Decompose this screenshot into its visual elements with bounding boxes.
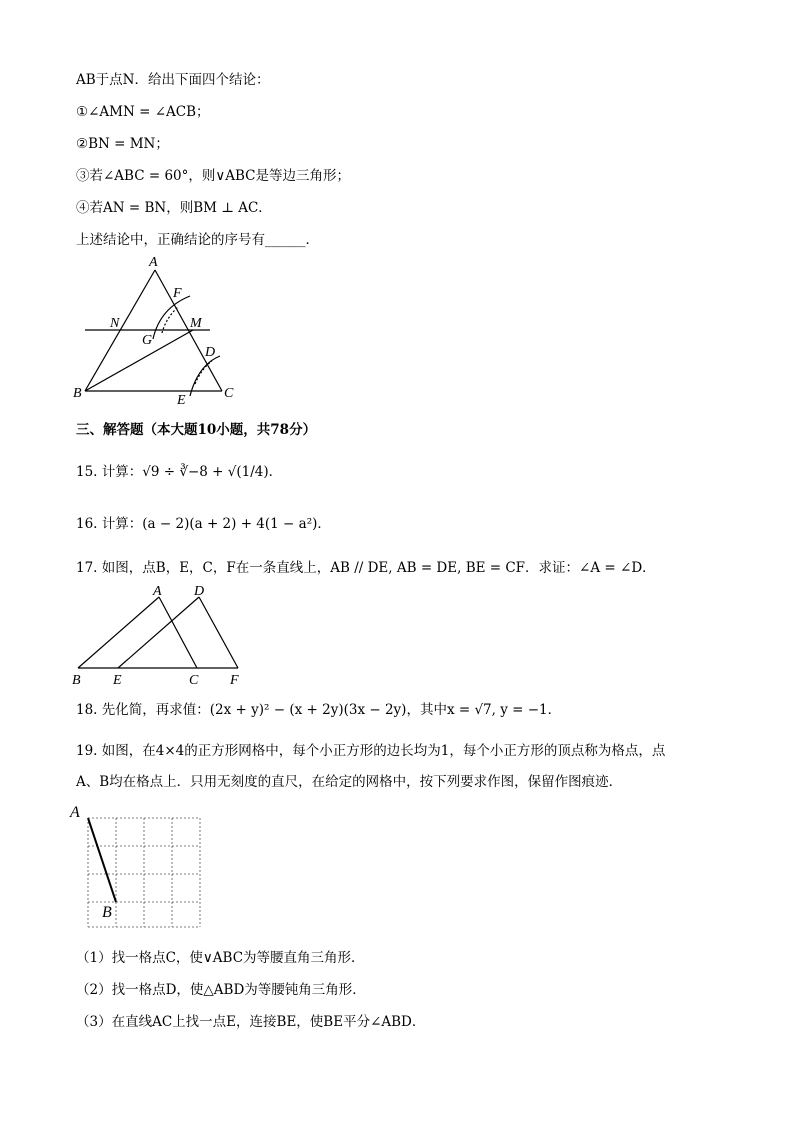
segment-ab xyxy=(78,597,159,668)
question-line xyxy=(76,228,319,248)
figure-grid xyxy=(68,800,208,930)
segment-ab xyxy=(88,818,116,902)
question-text: 上述结论中，正确结论的序号有 xyxy=(76,232,265,248)
arc-fg xyxy=(153,296,190,339)
q17-text: 如图，点B，E，C，F在一条直线上，AB // DE, AB = DE, BE = CF．求证：∠A = ∠D． xyxy=(101,560,656,576)
label-e: E xyxy=(113,673,122,688)
question-18 xyxy=(76,698,561,718)
q18-number: 18. xyxy=(76,702,98,718)
question-16 xyxy=(76,512,331,532)
answer-blank: ______． xyxy=(265,232,319,248)
label-c: C xyxy=(224,386,234,401)
arc-de xyxy=(190,356,220,396)
label-c: C xyxy=(189,673,199,688)
conclusion-4: ④若AN = BN，则BM ⊥ AC． xyxy=(76,200,272,216)
question-17 xyxy=(76,556,656,576)
segment-bm xyxy=(85,330,193,391)
q19-sub2: （2）找一格点D，使△ABD为等腰钝角三角形． xyxy=(76,982,366,998)
conclusion-1: ①∠AMN = ∠ACB； xyxy=(76,104,210,120)
label-b: B xyxy=(72,673,81,688)
segment-df xyxy=(199,597,238,668)
figure-two-triangles xyxy=(66,582,256,688)
q19-sub3: （3）在直线AC上找一点E，连接BE，使BE平分∠ABD． xyxy=(76,1014,426,1030)
q19-number: 19. xyxy=(76,743,98,759)
question-19-line1 xyxy=(76,739,665,759)
arc-fg-dotted xyxy=(162,307,178,333)
q17-number: 17. xyxy=(76,560,98,576)
label-n: N xyxy=(110,316,120,331)
label-b: B xyxy=(102,904,112,921)
label-a: A xyxy=(70,804,80,821)
figure-triangle-abc xyxy=(60,250,260,410)
arc-de-dotted xyxy=(195,361,212,384)
q18-text: 先化简，再求值：(2x + y)² − (x + 2y)(3x − 2y)，其中x = √7, y = −1． xyxy=(101,702,562,718)
label-f: F xyxy=(230,673,239,688)
label-e: E xyxy=(177,393,186,408)
section-title: 三、解答题（本大题10小题，共78分） xyxy=(76,422,317,438)
label-f: F xyxy=(173,286,182,301)
q15-text: 计算：√9 ÷ ∛−8 + √(1/4)． xyxy=(101,464,283,480)
label-d: D xyxy=(205,345,216,360)
conclusion-2: ②BN = MN； xyxy=(76,136,169,152)
label-g: G xyxy=(142,333,153,348)
q19-sub1: （1）找一格点C，使∨ABC为等腰直角三角形． xyxy=(76,950,365,966)
label-b: B xyxy=(73,386,82,401)
q15-number: 15. xyxy=(76,464,98,480)
segment-de xyxy=(118,597,199,668)
label-d: D xyxy=(194,584,205,599)
question-19-line2: A、B均在格点上．只用无刻度的直尺，在给定的网格中，按下列要求作图，保留作图痕迹． xyxy=(76,774,623,790)
intro-line: AB于点N．给出下面四个结论： xyxy=(76,72,270,88)
label-a: A xyxy=(149,255,158,270)
segment-ac xyxy=(159,597,197,668)
question-15 xyxy=(76,460,282,480)
label-a: A xyxy=(153,584,162,599)
q16-text: 计算：(a − 2)(a + 2) + 4(1 − a²)． xyxy=(101,516,331,532)
label-m: M xyxy=(190,316,202,331)
q16-number: 16. xyxy=(76,516,98,532)
q19-line1: 如图，在4×4的正方形网格中，每个小正方形的边长均为1，每个小正方形的顶点称为格点，点 xyxy=(101,743,666,759)
conclusion-3: ③若∠ABC = 60°，则∨ABC是等边三角形； xyxy=(76,168,351,184)
